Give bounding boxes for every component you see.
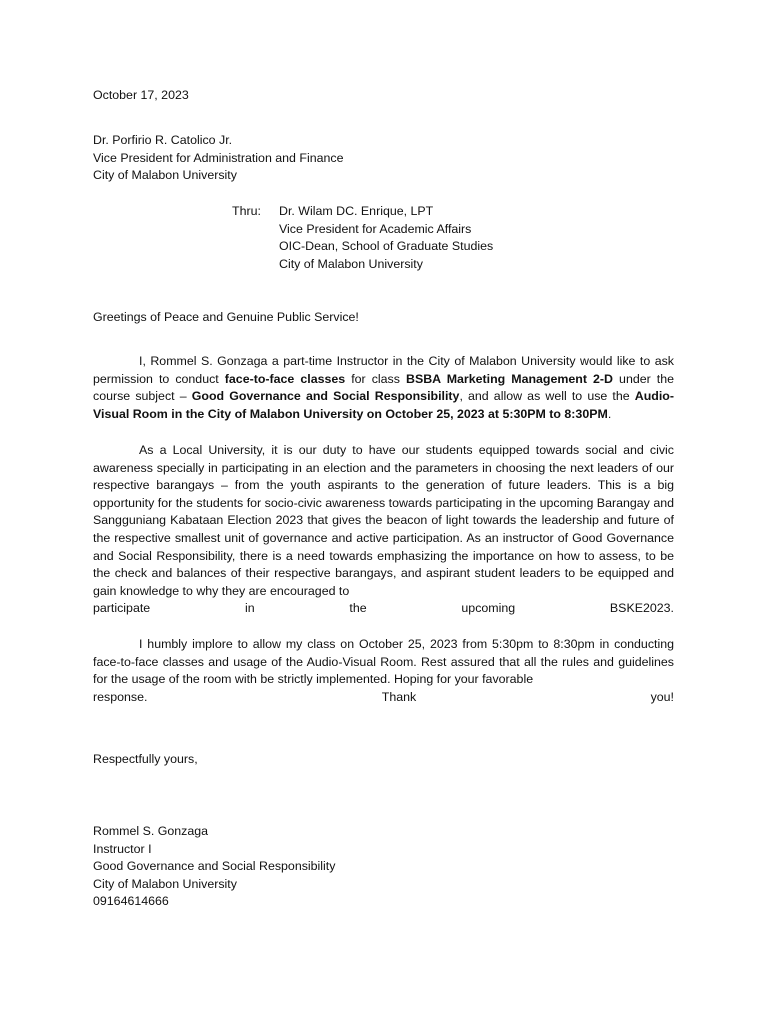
p2-word: BSKE2023.: [609, 601, 674, 616]
thru-name: Dr. Wilam DC. Enrique, LPT: [279, 204, 434, 218]
signature-phone: 09164614666: [93, 894, 169, 909]
thru-label: Thru:: [232, 204, 261, 218]
signature-name: Rommel S. Gonzaga: [93, 824, 209, 838]
recipient-title: Vice President for Administration and Finance: [93, 150, 344, 165]
p1-bold-1: face-to-face classes: [224, 371, 346, 386]
letter-date: October 17, 2023: [93, 88, 189, 102]
p1-bold-3: Good Governance and Social Responsibility: [191, 389, 460, 404]
signature-org: City of Malabon University: [93, 876, 237, 891]
paragraph-3: [93, 636, 674, 706]
signature-subject: Good Governance and Social Responsibility: [93, 859, 336, 874]
signature-title: Instructor I: [93, 841, 152, 856]
p1-bold-4: Audio-Visual Room in the City of Malabon University on October 25, 2023 at 5:30PM to 8:30PM: [93, 389, 675, 421]
p1-bold-2: BSBA Marketing Management 2-D: [406, 371, 614, 386]
closing: Respectfully yours,: [93, 752, 198, 766]
p1-text-4: , and allow as well to use the: [459, 389, 635, 404]
p3-text: I humbly implore to allow my class on October 25, 2023 from 5:30pm to 8:30pm in conducting face-to-face classes and usage of the Audio-Visual Room. Rest assured that all the rules and guidelines for the usage of the room with be strictly implemented. Hoping for your favorable: [93, 637, 674, 687]
p1-text-5: .: [607, 406, 612, 421]
p2-word: the: [349, 601, 367, 616]
recipient-org: City of Malabon University: [93, 168, 237, 183]
p3-last-line: [93, 689, 674, 707]
p1-text-3: under the course subject –: [93, 371, 675, 404]
signature-block: [93, 823, 335, 911]
p1-text-1: I, Rommel S. Gonzaga a part-time Instructor in the City of Malabon University would like to ask permission to conduct: [93, 354, 674, 386]
recipient-name: Dr. Porfirio R. Catolico Jr.: [93, 133, 233, 147]
p2-word: in: [244, 601, 255, 616]
p3-word: response.: [93, 689, 148, 704]
thru-org: City of Malabon University: [279, 256, 423, 271]
greeting: Greetings of Peace and Genuine Public Service!: [93, 310, 359, 324]
p2-word: participate: [93, 601, 151, 616]
paragraph-1: [93, 353, 674, 423]
recipient-block: [93, 132, 343, 185]
p2-last-line: [93, 600, 674, 618]
p1-text-2: for class: [345, 371, 406, 386]
p3-word: you!: [650, 689, 674, 704]
thru-title-1: Vice President for Academic Affairs: [279, 221, 472, 236]
p2-text: As a Local University, it is our duty to have our students equipped towards social and civic awareness specially in participating in an election and the parameters in choosing the next leaders of our respective barangays – from the youth aspirants to the generation of future leaders. This is a big opportunity for the students for socio-civic awareness towards participating in the upcoming Barangay and Sangguniang Kabataan Election 2023 that gives the beacon of light towards the leadership and future of the respective smallest unit of governance and active participation. As an instructor of Good Governance and Social Responsibility, there is a need towards emphasizing the importance on how to assess, to be the check and balances of their respective barangays, and aspirant student leaders to be equipped and gain knowledge to why they are encouraged to: [93, 443, 674, 598]
p2-word: upcoming: [461, 601, 516, 616]
p3-word: Thank: [381, 689, 417, 704]
paragraph-2: [93, 442, 674, 618]
thru-title-2: OIC-Dean, School of Graduate Studies: [279, 239, 494, 254]
